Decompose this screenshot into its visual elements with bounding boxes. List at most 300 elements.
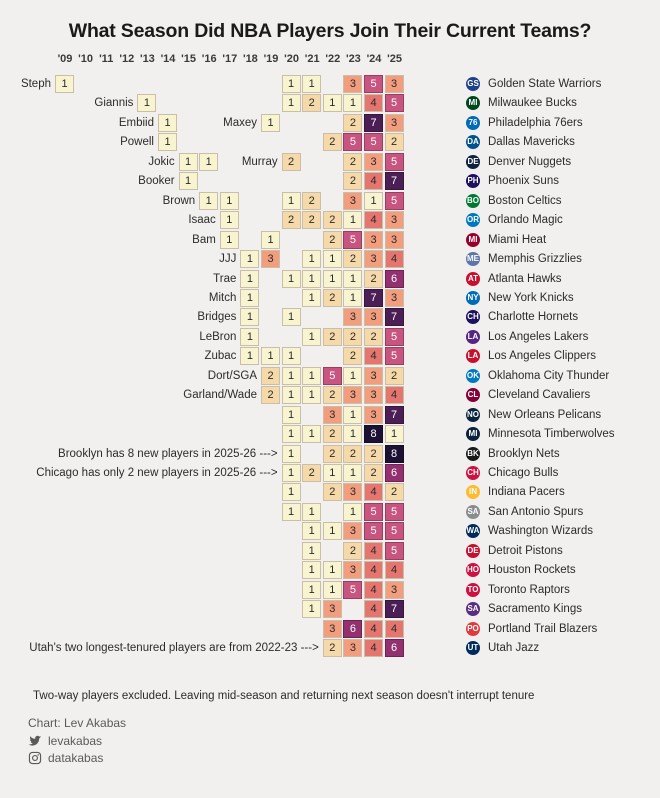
heatmap-cell: 2	[385, 483, 404, 501]
row-annotation: Dort/SGA	[207, 369, 257, 382]
row-annotation: Booker	[138, 175, 175, 188]
heatmap-cell: 3	[343, 639, 362, 657]
heatmap-cell: 1	[240, 308, 259, 326]
heatmap-cell: 2	[323, 211, 342, 229]
heatmap-cell: 3	[364, 250, 383, 268]
heatmap-cell: 1	[158, 133, 177, 151]
heatmap-cell: 5	[343, 133, 362, 151]
table-row	[0, 328, 660, 348]
row-annotation: Garland/Wade	[183, 389, 257, 402]
table-row	[0, 600, 660, 620]
table-row	[0, 114, 660, 134]
heatmap-cell: 1	[220, 211, 239, 229]
twitter-handle[interactable]	[28, 734, 632, 748]
heatmap-cell: 1	[137, 94, 156, 112]
team-logo: DE	[466, 155, 480, 169]
team-name: Phoenix Suns	[488, 175, 559, 188]
table-row	[0, 581, 660, 601]
x-axis-tick: '15	[181, 53, 197, 65]
table-row	[0, 386, 660, 406]
heatmap-cell: 2	[302, 464, 321, 482]
team-name: Denver Nuggets	[488, 155, 572, 168]
table-row	[0, 75, 660, 95]
heatmap-cell: 2	[323, 639, 342, 657]
team-logo: UT	[466, 641, 480, 655]
heatmap-cell: 4	[364, 581, 383, 599]
heatmap-cell: 1	[302, 522, 321, 540]
heatmap-cell: 1	[302, 289, 321, 307]
team-logo: LA	[466, 330, 480, 344]
table-row	[0, 425, 660, 445]
heatmap-cell: 3	[364, 308, 383, 326]
heatmap-cell: 5	[385, 328, 404, 346]
team-name: Orlando Magic	[488, 214, 563, 227]
team-name: Dallas Mavericks	[488, 136, 575, 149]
heatmap-cell: 7	[385, 172, 404, 190]
heatmap-cell: 1	[179, 153, 198, 171]
heatmap-cell: 2	[343, 114, 362, 132]
x-axis-tick: '17	[222, 53, 238, 65]
table-row	[0, 94, 660, 114]
heatmap-cell: 3	[364, 231, 383, 249]
x-axis-tick: '12	[119, 53, 135, 65]
heatmap-cell: 1	[343, 367, 362, 385]
team-logo: CH	[466, 466, 480, 480]
team-logo: MI	[466, 233, 480, 247]
heatmap-cell: 1	[302, 503, 321, 521]
team-name: Boston Celtics	[488, 194, 562, 207]
row-annotation: Brown	[162, 194, 196, 207]
team-name: Brooklyn Nets	[488, 447, 560, 460]
row-annotation: Jokic	[148, 155, 175, 168]
heatmap-cell: 2	[343, 250, 362, 268]
heatmap-cell: 1	[323, 464, 342, 482]
heatmap-cell: 5	[385, 347, 404, 365]
x-axis-tick: '23	[345, 53, 361, 65]
heatmap-cell: 1	[282, 503, 301, 521]
team-name: Miami Heat	[488, 233, 547, 246]
x-axis-tick: '11	[99, 53, 114, 65]
heatmap-cell: 3	[343, 308, 362, 326]
heatmap-cell: 7	[364, 289, 383, 307]
heatmap-cell: 1	[240, 347, 259, 365]
heatmap-cell: 3	[261, 250, 280, 268]
heatmap-cell: 1	[323, 250, 342, 268]
row-mid-annotation: Murray	[241, 155, 278, 168]
heatmap-cell: 1	[282, 483, 301, 501]
heatmap-cell: 1	[158, 114, 177, 132]
heatmap-cell: 4	[385, 561, 404, 579]
heatmap-cell: 1	[302, 250, 321, 268]
heatmap-cell: 3	[343, 192, 362, 210]
heatmap-cell: 2	[343, 172, 362, 190]
x-axis-tick: '16	[201, 53, 217, 65]
table-row	[0, 503, 660, 523]
heatmap-cell: 1	[302, 425, 321, 443]
heatmap-cell: 3	[364, 367, 383, 385]
heatmap-cell: 7	[364, 114, 383, 132]
heatmap-cell: 7	[385, 308, 404, 326]
heatmap-cell: 2	[282, 153, 301, 171]
team-name: Houston Rockets	[488, 564, 576, 577]
heatmap-cell: 1	[323, 94, 342, 112]
table-row	[0, 308, 660, 328]
row-annotation: Giannis	[94, 97, 134, 110]
row-annotation: Mitch	[208, 291, 237, 304]
team-logo: 76	[466, 116, 480, 130]
heatmap-cell: 1	[240, 270, 259, 288]
credit-line: Chart: Lev Akabas	[28, 716, 127, 730]
table-row	[0, 561, 660, 581]
table-row	[0, 620, 660, 640]
table-row	[0, 406, 660, 426]
heatmap-cell: 1	[220, 192, 239, 210]
heatmap-cell: 2	[323, 483, 342, 501]
team-logo: OR	[466, 213, 480, 227]
heatmap-cell: 5	[343, 581, 362, 599]
heatmap-cell: 1	[282, 94, 301, 112]
heatmap-cell: 1	[364, 192, 383, 210]
heatmap-cell: 4	[364, 172, 383, 190]
heatmap-cell: 3	[343, 522, 362, 540]
heatmap-cell: 7	[385, 600, 404, 618]
heatmap-cell: 5	[385, 503, 404, 521]
heatmap-cell: 3	[385, 231, 404, 249]
heatmap-cell: 8	[364, 425, 383, 443]
row-annotation: Embiid	[118, 116, 154, 129]
team-logo: OK	[466, 369, 480, 383]
table-row	[0, 522, 660, 542]
heatmap-cell: 1	[343, 503, 362, 521]
heatmap-chart	[0, 53, 660, 653]
chart-footer	[0, 690, 660, 768]
heatmap-cell: 1	[302, 561, 321, 579]
team-name: Portland Trail Blazers	[488, 622, 598, 635]
heatmap-cell: 2	[323, 328, 342, 346]
table-row	[0, 639, 660, 659]
table-row	[0, 153, 660, 173]
heatmap-cell: 2	[364, 464, 383, 482]
table-row	[0, 270, 660, 290]
x-axis-tick: '24	[366, 53, 382, 65]
row-annotation: Isaac	[188, 214, 216, 227]
heatmap-cell: 4	[364, 620, 383, 638]
table-row	[0, 192, 660, 212]
heatmap-cell: 1	[199, 192, 218, 210]
row-annotation: Brooklyn has 8 new players in 2025-26 --->	[58, 447, 278, 460]
table-row	[0, 172, 660, 192]
heatmap-cell: 1	[323, 561, 342, 579]
team-logo: BK	[466, 447, 480, 461]
heatmap-cell: 1	[240, 328, 259, 346]
team-name: San Antonio Spurs	[488, 505, 584, 518]
heatmap-cell: 1	[302, 600, 321, 618]
heatmap-cell: 5	[323, 367, 342, 385]
team-name: Memphis Grizzlies	[488, 253, 582, 266]
team-logo: WA	[466, 524, 480, 538]
team-name: Oklahoma City Thunder	[488, 369, 610, 382]
team-logo: PH	[466, 174, 480, 188]
heatmap-cell: 2	[364, 445, 383, 463]
team-logo: GS	[466, 77, 480, 91]
heatmap-cell: 2	[261, 386, 280, 404]
heatmap-cell: 1	[55, 75, 74, 93]
heatmap-cell: 4	[364, 561, 383, 579]
heatmap-cell: 2	[343, 542, 362, 560]
team-name: Los Angeles Clippers	[488, 350, 597, 363]
heatmap-cell: 5	[364, 133, 383, 151]
team-name: Milwaukee Bucks	[488, 97, 577, 110]
heatmap-cell: 3	[385, 581, 404, 599]
heatmap-cell: 5	[343, 231, 362, 249]
heatmap-cell: 3	[385, 75, 404, 93]
team-logo: ME	[466, 252, 480, 266]
heatmap-cell: 4	[364, 542, 383, 560]
row-annotation: JJJ	[219, 253, 237, 266]
team-logo: SA	[466, 602, 480, 616]
team-logo: MI	[466, 96, 480, 110]
team-name: Sacramento Kings	[488, 603, 582, 616]
heatmap-cell: 1	[282, 347, 301, 365]
heatmap-cell: 1	[323, 581, 342, 599]
heatmap-cell: 2	[343, 153, 362, 171]
heatmap-cell: 2	[364, 328, 383, 346]
heatmap-cell: 1	[343, 425, 362, 443]
heatmap-cell: 1	[343, 270, 362, 288]
heatmap-cell: 3	[364, 386, 383, 404]
heatmap-cell: 2	[282, 211, 301, 229]
row-annotation: Bam	[192, 233, 216, 246]
heatmap-cell: 1	[282, 425, 301, 443]
heatmap-cell: 1	[199, 153, 218, 171]
heatmap-cell: 1	[302, 581, 321, 599]
heatmap-cell: 1	[282, 464, 301, 482]
x-axis-tick: '10	[78, 53, 94, 65]
row-annotation: Powell	[120, 136, 154, 149]
heatmap-cell: 3	[385, 211, 404, 229]
heatmap-cell: 2	[261, 367, 280, 385]
heatmap-cell: 1	[282, 270, 301, 288]
heatmap-cell: 1	[282, 75, 301, 93]
row-annotation: Steph	[20, 78, 51, 90]
team-logo: HO	[466, 563, 480, 577]
heatmap-cell: 1	[282, 406, 301, 424]
heatmap-cell: 3	[343, 75, 362, 93]
heatmap-cell: 5	[385, 522, 404, 540]
table-row	[0, 542, 660, 562]
team-name: Indiana Pacers	[488, 486, 565, 499]
heatmap-cell: 8	[385, 445, 404, 463]
team-name: Los Angeles Lakers	[488, 330, 589, 343]
heatmap-cell: 3	[343, 386, 362, 404]
heatmap-cell: 2	[323, 425, 342, 443]
team-name: Washington Wizards	[488, 525, 594, 538]
heatmap-cell: 2	[385, 133, 404, 151]
heatmap-cell: 1	[240, 289, 259, 307]
heatmap-cell: 1	[302, 328, 321, 346]
heatmap-cell: 5	[364, 75, 383, 93]
team-logo: SA	[466, 505, 480, 519]
team-logo: DA	[466, 135, 480, 149]
heatmap-cell: 1	[302, 386, 321, 404]
heatmap-cell: 4	[364, 347, 383, 365]
heatmap-cell: 3	[364, 153, 383, 171]
heatmap-cell: 1	[302, 270, 321, 288]
table-row	[0, 250, 660, 270]
team-name: New Orleans Pelicans	[488, 408, 602, 421]
table-row	[0, 133, 660, 153]
team-name: Toronto Raptors	[488, 583, 570, 596]
x-axis-tick: '21	[304, 53, 320, 65]
heatmap-cell: 1	[302, 367, 321, 385]
heatmap-cell: 4	[364, 600, 383, 618]
heatmap-cell: 1	[282, 367, 301, 385]
table-row	[0, 464, 660, 484]
heatmap-cell: 1	[282, 445, 301, 463]
heatmap-cell: 1	[302, 542, 321, 560]
heatmap-cell: 6	[385, 639, 404, 657]
row-annotation: Zubac	[204, 350, 237, 363]
team-logo: CH	[466, 310, 480, 324]
heatmap-cell: 3	[323, 620, 342, 638]
heatmap-cell: 1	[323, 270, 342, 288]
heatmap-cell: 1	[343, 406, 362, 424]
team-name: Cleveland Cavaliers	[488, 389, 591, 402]
row-annotation: Chicago has only 2 new players in 2025-26 --->	[36, 467, 278, 479]
heatmap-cell: 2	[323, 289, 342, 307]
team-logo: IN	[466, 485, 480, 499]
heatmap-cell: 1	[261, 231, 280, 249]
team-logo: NO	[466, 408, 480, 422]
heatmap-cell: 5	[364, 522, 383, 540]
team-name: Golden State Warriors	[488, 78, 602, 90]
team-name: Chicago Bulls	[488, 467, 559, 479]
heatmap-cell: 1	[343, 289, 362, 307]
row-annotation: LeBron	[199, 330, 237, 343]
heatmap-cell: 1	[343, 94, 362, 112]
heatmap-cell: 4	[364, 211, 383, 229]
team-logo: BO	[466, 194, 480, 208]
team-logo: AT	[466, 272, 480, 286]
team-logo: LA	[466, 349, 480, 363]
heatmap-cell: 1	[385, 425, 404, 443]
heatmap-cell: 3	[385, 289, 404, 307]
heatmap-cell: 5	[385, 153, 404, 171]
instagram-icon	[28, 751, 42, 765]
heatmap-cell: 1	[179, 172, 198, 190]
heatmap-cell: 4	[385, 386, 404, 404]
heatmap-cell: 2	[385, 367, 404, 385]
heatmap-cell: 1	[240, 250, 259, 268]
heatmap-cell: 2	[302, 211, 321, 229]
heatmap-cell: 3	[343, 561, 362, 579]
x-axis-tick: '18	[242, 53, 258, 65]
team-name: Minnesota Timberwolves	[488, 428, 615, 441]
table-row	[0, 211, 660, 231]
row-mid-annotation: Maxey	[223, 116, 257, 129]
heatmap-cell: 1	[282, 386, 301, 404]
footnote: Two-way players excluded. Leaving mid-season and returning next season doesn't interrupt tenure	[33, 690, 535, 702]
table-row	[0, 483, 660, 503]
heatmap-cell: 4	[364, 483, 383, 501]
heatmap-cell: 3	[323, 600, 342, 618]
heatmap-cell: 4	[364, 639, 383, 657]
heatmap-cell: 1	[343, 464, 362, 482]
twitter-handle-text: levakabas	[48, 734, 103, 748]
instagram-handle-text: datakabas	[48, 751, 104, 765]
heatmap-cell: 4	[364, 94, 383, 112]
page-title: What Season Did NBA Players Join Their Current Teams?	[68, 20, 592, 42]
team-name: Philadelphia 76ers	[488, 116, 583, 129]
heatmap-cell: 3	[385, 114, 404, 132]
team-logo: CL	[466, 388, 480, 402]
team-logo: MI	[466, 427, 480, 441]
team-name: Detroit Pistons	[488, 544, 563, 557]
heatmap-cell: 2	[302, 192, 321, 210]
table-row	[0, 289, 660, 309]
heatmap-cell: 1	[343, 211, 362, 229]
x-axis-tick: '09	[57, 53, 73, 65]
team-logo: PO	[466, 622, 480, 636]
heatmap-cell: 1	[323, 522, 342, 540]
table-row	[0, 231, 660, 251]
team-logo: NY	[466, 291, 480, 305]
heatmap-cell: 6	[385, 464, 404, 482]
team-name: Utah Jazz	[488, 642, 540, 655]
heatmap-cell: 4	[385, 250, 404, 268]
heatmap-cell: 2	[364, 270, 383, 288]
table-row	[0, 367, 660, 387]
heatmap-cell: 5	[364, 503, 383, 521]
heatmap-cell: 5	[385, 542, 404, 560]
heatmap-cell: 1	[261, 347, 280, 365]
twitter-icon	[28, 734, 42, 748]
heatmap-cell: 7	[385, 406, 404, 424]
table-row	[0, 445, 660, 465]
row-annotation: Trae	[213, 272, 237, 285]
team-name: Charlotte Hornets	[488, 311, 579, 324]
heatmap-cell: 1	[282, 192, 301, 210]
heatmap-cell: 3	[364, 406, 383, 424]
x-axis-tick: '14	[160, 53, 176, 65]
heatmap-cell: 6	[385, 270, 404, 288]
heatmap-cell: 2	[302, 94, 321, 112]
row-annotation: Bridges	[197, 311, 237, 324]
team-name: New York Knicks	[488, 291, 574, 304]
x-axis-tick: '13	[139, 53, 155, 65]
heatmap-cell: 1	[220, 231, 239, 249]
heatmap-cell: 2	[343, 445, 362, 463]
x-axis-tick: '22	[325, 53, 341, 65]
heatmap-cell: 2	[323, 386, 342, 404]
x-axis-tick: '19	[263, 53, 279, 65]
instagram-handle[interactable]	[28, 751, 632, 765]
heatmap-cell: 3	[343, 483, 362, 501]
team-logo: TO	[466, 583, 480, 597]
x-axis-tick: '25	[387, 53, 403, 65]
heatmap-cell: 1	[261, 114, 280, 132]
heatmap-cell: 3	[323, 406, 342, 424]
heatmap-cell: 1	[282, 308, 301, 326]
heatmap-cell: 1	[302, 75, 321, 93]
row-annotation: Utah's two longest-tenured players are from 2022-23 --->	[29, 642, 319, 655]
team-name: Atlanta Hawks	[488, 272, 562, 285]
heatmap-cell: 2	[323, 133, 342, 151]
heatmap-cell: 5	[385, 192, 404, 210]
x-axis-tick: '20	[284, 53, 300, 65]
heatmap-cell: 2	[343, 347, 362, 365]
table-row	[0, 347, 660, 367]
